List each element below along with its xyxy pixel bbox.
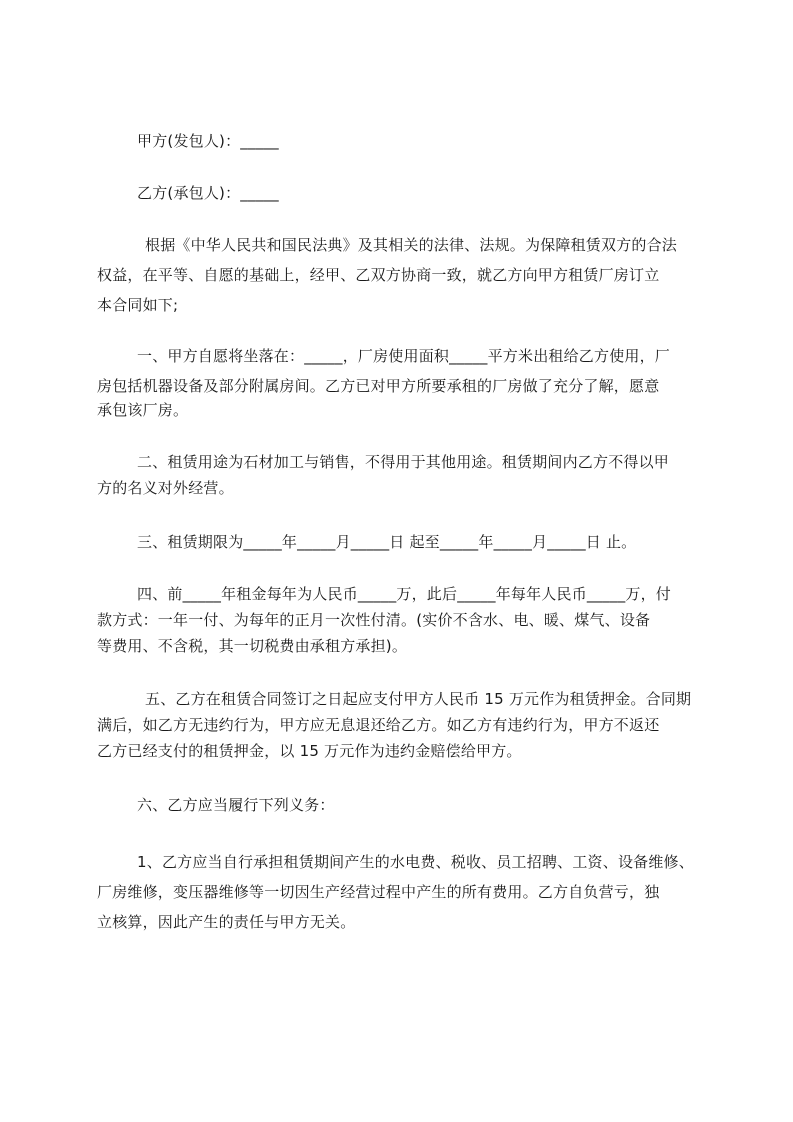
clause4-line-3: 等费用、不含税，其一切税费由承租方承担)。 bbox=[97, 637, 408, 655]
clause2-line-1: 二、租赁用途为石材加工与销售，不得用于其他用途。租赁期间内乙方不得以甲 bbox=[137, 453, 670, 471]
clause1-line-1: 一、甲方自愿将坐落在：_____，厂房使用面积_____平方米出租给乙方使用，厂 bbox=[137, 347, 671, 365]
clause6-item1-line-3: 立核算，因此产生的责任与甲方无关。 bbox=[97, 913, 356, 931]
clause2-line-2: 方的名义对外经营。 bbox=[97, 479, 234, 497]
clause3-line: 三、租赁期限为_____年_____月_____日 起至_____年_____月_____日 止。 bbox=[137, 533, 637, 551]
intro-line-3: 本合同如下; bbox=[97, 296, 179, 314]
clause6-item1-line-1: 1、乙方应当自行承担租赁期间产生的水电费、税收、员工招聘、工资、设备维修、 bbox=[137, 853, 694, 871]
party-b-line: 乙方(承包人)：_____ bbox=[137, 184, 279, 202]
clause6-title: 六、乙方应当履行下列义务： bbox=[137, 796, 335, 814]
party-a-line: 甲方(发包人)：_____ bbox=[137, 132, 279, 150]
intro-line-2: 权益，在平等、自愿的基础上，经甲、乙双方协商一致，就乙方向甲方租赁厂房订立 bbox=[97, 266, 660, 284]
clause4-line-1: 四、前_____年租金每年为人民币_____万，此后_____年每年人民币_____万，付 bbox=[137, 585, 672, 603]
intro-line-1: 根据《中华人民共和国民法典》及其相关的法律、法规。为保障租赁双方的合法 bbox=[145, 236, 678, 254]
clause4-line-2: 款方式：一年一付、为每年的正月一次性付清。(实价不含水、电、暖、煤气、设备 bbox=[97, 611, 651, 629]
clause1-line-2: 房包括机器设备及部分附属房间。乙方已对甲方所要承租的厂房做了充分了解，愿意 bbox=[97, 377, 660, 395]
clause6-item1-line-2: 厂房维修，变压器维修等一切因生产经营过程中产生的所有费用。乙方自负营亏，独 bbox=[97, 883, 660, 901]
clause1-line-3: 承包该厂房。 bbox=[97, 401, 189, 419]
clause5-line-1: 五、乙方在租赁合同签订之日起应支付甲方人民币 15 万元作为租赁押金。合同期 bbox=[145, 690, 692, 708]
clause5-line-2: 满后，如乙方无违约行为，甲方应无息退还给乙方。如乙方有违约行为，甲方不返还 bbox=[97, 716, 660, 734]
clause5-line-3: 乙方已经支付的租赁押金，以 15 万元作为违约金赔偿给甲方。 bbox=[97, 742, 522, 760]
